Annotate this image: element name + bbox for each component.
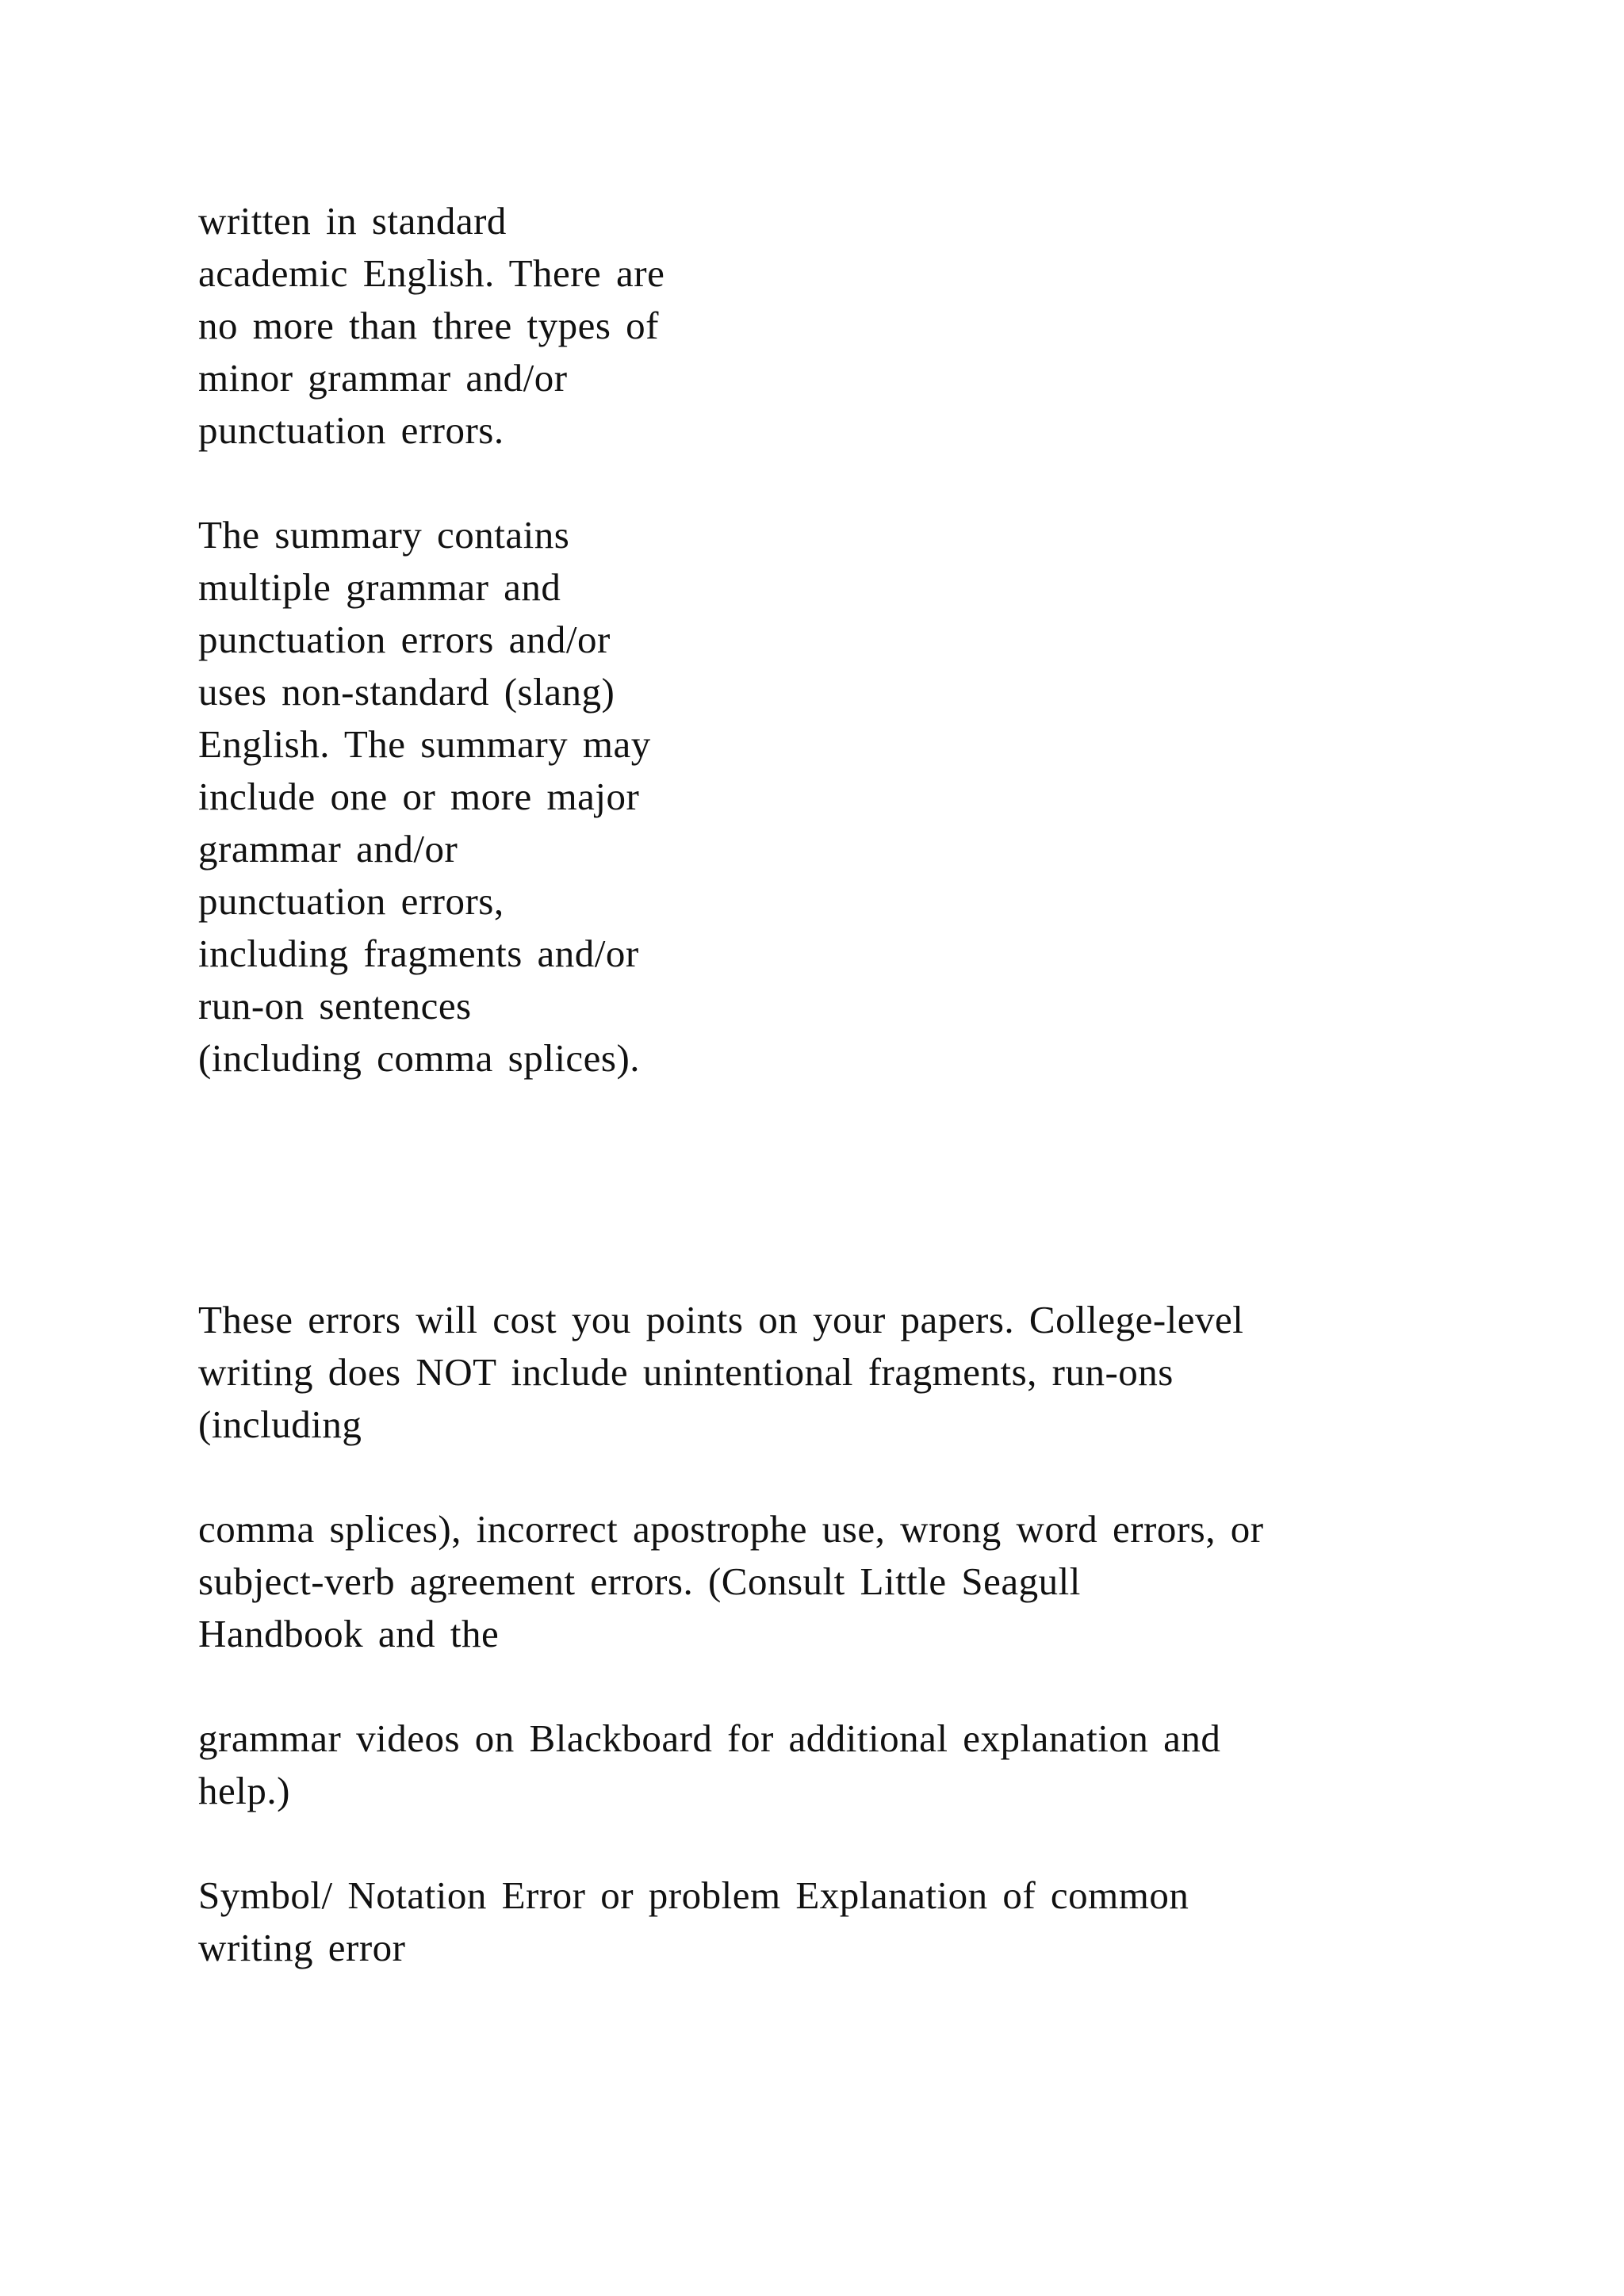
text-line: (including xyxy=(198,1402,362,1446)
text-line: comma splices), incorrect apostrophe use, wrong word errors, or xyxy=(198,1507,1264,1551)
text-line: include one or more major xyxy=(198,775,640,818)
text-line: help.) xyxy=(198,1769,290,1812)
text-line: subject-verb agreement errors. (Consult Little Seagull xyxy=(198,1559,1081,1603)
text-line: The summary contains xyxy=(198,513,570,557)
text-line: grammar and/or xyxy=(198,827,458,871)
text-line: including fragments and/or xyxy=(198,932,639,975)
text-line: writing does NOT include unintentional fragments, run-ons xyxy=(198,1350,1174,1394)
text-line: uses non-standard (slang) xyxy=(198,670,615,714)
text-line: punctuation errors, xyxy=(198,879,504,923)
text-line: no more than three types of xyxy=(198,304,659,347)
text-line: Handbook and the xyxy=(198,1612,500,1655)
text-line: academic English. There are xyxy=(198,251,665,295)
text-line: run-on sentences xyxy=(198,984,472,1027)
text-line: English. The summary may xyxy=(198,722,651,766)
text-line: (including comma splices). xyxy=(198,1036,641,1080)
text-line: minor grammar and/or xyxy=(198,356,568,400)
text-line: punctuation errors and/or xyxy=(198,618,611,661)
text-line: These errors will cost you points on your papers. College-level xyxy=(198,1298,1244,1341)
text-line: written in standard xyxy=(198,199,507,243)
text-line: multiple grammar and xyxy=(198,565,561,609)
text-line: grammar videos on Blackboard for additional explanation and xyxy=(198,1716,1221,1760)
text-line: Symbol/ Notation Error or problem Explanation of common xyxy=(198,1873,1189,1917)
text-line: writing error xyxy=(198,1926,406,1969)
text-line: punctuation errors. xyxy=(198,408,504,452)
